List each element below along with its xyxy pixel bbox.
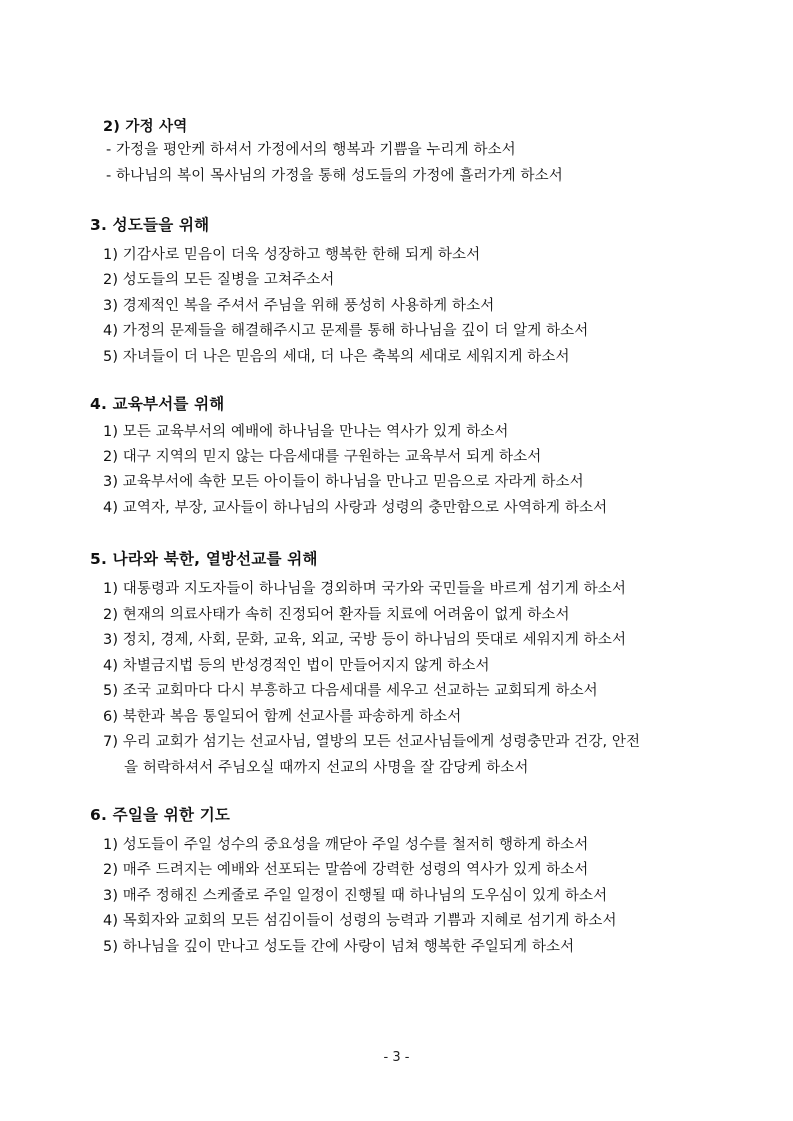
list-item: 3) 경제적인 복을 주셔서 주님을 위해 풍성히 사용하게 하소서 <box>103 298 495 314</box>
section-title-nation-missions: 5. 나라와 북한, 열방선교를 위해 <box>90 550 318 568</box>
section-title-sunday-prayer: 6. 주일을 위한 기도 <box>90 806 231 824</box>
list-item: 6) 북한과 복음 통일되어 함께 선교사를 파송하게 하소서 <box>103 709 462 725</box>
list-item: 4) 가정의 문제들을 해결해주시고 문제를 통해 하나님을 깊이 더 알게 하소서 <box>103 323 589 339</box>
list-item: - 하나님의 복이 목사님의 가정을 통해 성도들의 가정에 흘러가게 하소서 <box>106 168 563 184</box>
list-item: 1) 모든 교육부서의 예배에 하나님을 만나는 역사가 있게 하소서 <box>103 424 509 440</box>
subsection-title-family-ministry: 2) 가정 사역 <box>103 119 188 135</box>
list-item: 1) 성도들이 주일 성수의 중요성을 깨닫아 주일 성수를 철저히 행하게 하소서 <box>103 837 589 853</box>
list-item: 7) 우리 교회가 섬기는 선교사님, 열방의 모든 선교사님들에게 성령충만과 건강, 안전 <box>103 734 641 750</box>
list-item: 3) 교육부서에 속한 모든 아이들이 하나님을 만나고 믿음으로 자라게 하소서 <box>103 474 584 490</box>
list-item: 4) 목회자와 교회의 모든 섬김이들이 성령의 능력과 기쁨과 지혜로 섬기게 하소서 <box>103 913 617 929</box>
list-item: 2) 성도들의 모든 질병을 고쳐주소서 <box>103 272 335 288</box>
list-item: 2) 매주 드려지는 예배와 선포되는 말씀에 강력한 성령의 역사가 있게 하소서 <box>103 862 589 878</box>
list-item-continuation: 을 허락하셔서 주님오실 때까지 선교의 사명을 잘 감당케 하소서 <box>124 760 529 776</box>
list-item: 2) 현재의 의료사태가 속히 진정되어 환자들 치료에 어려움이 없게 하소서 <box>103 607 570 623</box>
page-number: - 3 - <box>383 1050 410 1065</box>
list-item: - 가정을 평안케 하셔서 가정에서의 행복과 기쁨을 누리게 하소서 <box>106 142 516 158</box>
list-item: 1) 대통령과 지도자들이 하나님을 경외하며 국가와 국민들을 바르게 섬기게 하소서 <box>103 581 626 597</box>
list-item: 2) 대구 지역의 믿지 않는 다음세대를 구원하는 교육부서 되게 하소서 <box>103 449 542 465</box>
list-item: 3) 정치, 경제, 사회, 문화, 교육, 외교, 국방 등이 하나님의 뜻대로 세워지게 하소서 <box>103 632 627 648</box>
list-item: 5) 조국 교회마다 다시 부흥하고 다음세대를 세우고 선교하는 교회되게 하소서 <box>103 683 598 699</box>
list-item: 4) 교역자, 부장, 교사들이 하나님의 사랑과 성령의 충만함으로 사역하게 하소서 <box>103 500 608 516</box>
section-title-members: 3. 성도들을 위해 <box>90 216 210 234</box>
list-item: 3) 매주 정해진 스케줄로 주일 일정이 진행될 때 하나님의 도우심이 있게 하소서 <box>103 888 608 904</box>
list-item: 1) 기감사로 믿음이 더욱 성장하고 행복한 한해 되게 하소서 <box>103 247 481 263</box>
list-item: 5) 하나님을 깊이 만나고 성도들 간에 사랑이 넘쳐 행복한 주일되게 하소서 <box>103 939 575 955</box>
list-item: 5) 자녀들이 더 나은 믿음의 세대, 더 나은 축복의 세대로 세워지게 하소서 <box>103 349 570 365</box>
section-title-education: 4. 교육부서를 위해 <box>90 395 225 413</box>
list-item: 4) 차별금지법 등의 반성경적인 법이 만들어지지 않게 하소서 <box>103 658 490 674</box>
